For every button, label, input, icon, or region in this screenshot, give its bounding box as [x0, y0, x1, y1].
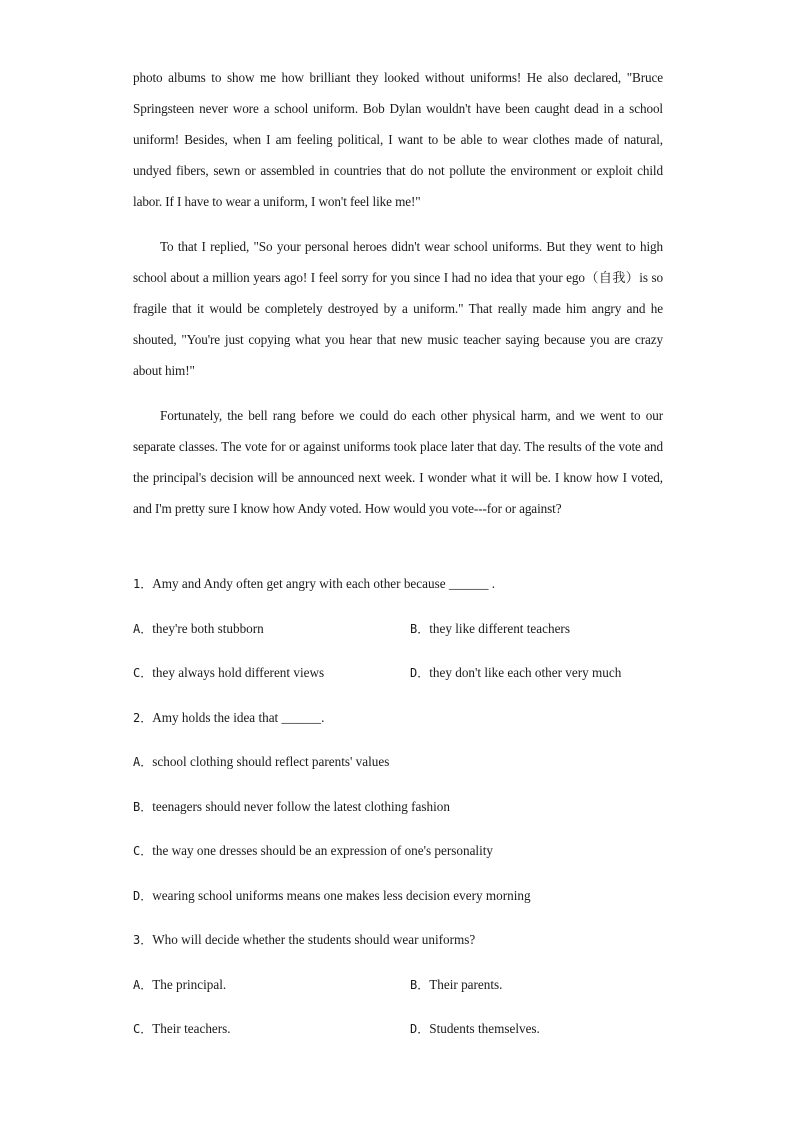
option-letter: B． [410, 621, 430, 636]
option-text: wearing school uniforms means one makes less decision every morning [152, 887, 531, 903]
question-number: 3． [133, 933, 153, 947]
question-2-option-d[interactable] [133, 882, 693, 927]
option-text: The principal. [152, 976, 227, 992]
option-letter: C． [133, 666, 153, 680]
question-3-stem [133, 926, 693, 971]
option-letter: C． [133, 1022, 153, 1036]
question-text: Who will decide whether the students should wear uniforms? [152, 932, 476, 947]
option-text: Their parents. [429, 976, 503, 992]
reading-passage [133, 62, 663, 538]
option-text: they like different teachers [429, 620, 570, 636]
question-3-option-c[interactable] [133, 1015, 410, 1060]
question-list [133, 570, 693, 1060]
passage-paragraph-1: photo albums to show me how brilliant they looked without uniforms! He also declared, "Bruce Springsteen never wore a school uniform. Bob Dylan wouldn't have been caught dead in a school uniform! Besides, when I am feeling political, I want to be able to wear clothes made of natural, undyed fibers, sewn or assembled in countries that do not pollute the environment or exploit child labor. If I have to wear a uniform, I won't feel like me!" [133, 70, 663, 209]
question-2-option-c[interactable] [133, 837, 693, 882]
passage-paragraph-3: Fortunately, the bell rang before we could do each other physical harm, and we went to our separate classes. The vote for or against uniforms took place later that day. The results of the vote and the principal's decision will be announced next week. I wonder what it will be. I know how I voted, and I'm pretty sure I know how Andy voted. How would you vote---for or against? [133, 408, 663, 516]
option-letter: D． [410, 1022, 430, 1036]
question-text: Amy and Andy often get angry with each other because ______ . [152, 576, 496, 591]
question-2-option-b[interactable] [133, 793, 693, 838]
question-1-option-b[interactable] [410, 615, 680, 660]
option-text: they don't like each other very much [429, 665, 622, 680]
option-text: teenagers should never follow the latest clothing fashion [152, 798, 450, 814]
question-3-option-d[interactable] [410, 1015, 680, 1060]
question-2-stem [133, 704, 693, 749]
question-1-stem [133, 570, 693, 615]
option-letter: D． [133, 888, 153, 903]
question-3-options-row-1 [133, 971, 693, 1016]
question-text: Amy holds the idea that ______. [152, 709, 325, 725]
option-text: they're both stubborn [152, 620, 264, 636]
question-2-option-a[interactable] [133, 748, 693, 793]
option-text: school clothing should reflect parents' values [152, 754, 390, 769]
question-3-option-b[interactable] [410, 971, 680, 1016]
option-text: Their teachers. [152, 1021, 231, 1036]
option-letter: C． [133, 844, 153, 858]
question-1-option-a[interactable] [133, 615, 410, 660]
question-1-option-d[interactable] [410, 659, 680, 704]
option-letter: B． [133, 799, 153, 814]
question-1-options-row-1 [133, 615, 693, 660]
question-1-options-row-2 [133, 659, 693, 704]
option-letter: A． [133, 621, 153, 636]
option-text: Students themselves. [429, 1021, 540, 1036]
option-letter: A． [133, 977, 153, 992]
question-3-options-row-2 [133, 1015, 693, 1060]
question-3-option-a[interactable] [133, 971, 410, 1016]
option-letter: A． [133, 755, 153, 769]
option-text: the way one dresses should be an expression of one's personality [152, 843, 494, 858]
option-text: they always hold different views [152, 665, 325, 680]
option-letter: D． [410, 666, 430, 680]
option-letter: B． [410, 977, 430, 992]
passage-paragraph-2: To that I replied, "So your personal heroes didn't wear school uniforms. But they went to high school about a million years ago! I feel sorry for you since I had no idea that your ego（自我）is so fragile that it would be completely destroyed by a uniform." That really made him angry and he shouted, "You're just copying what you hear that new music teacher saying because you are crazy about him!" [133, 239, 663, 378]
question-1-option-c[interactable] [133, 659, 410, 704]
question-number: 2． [133, 710, 153, 725]
question-number: 1． [133, 577, 153, 591]
